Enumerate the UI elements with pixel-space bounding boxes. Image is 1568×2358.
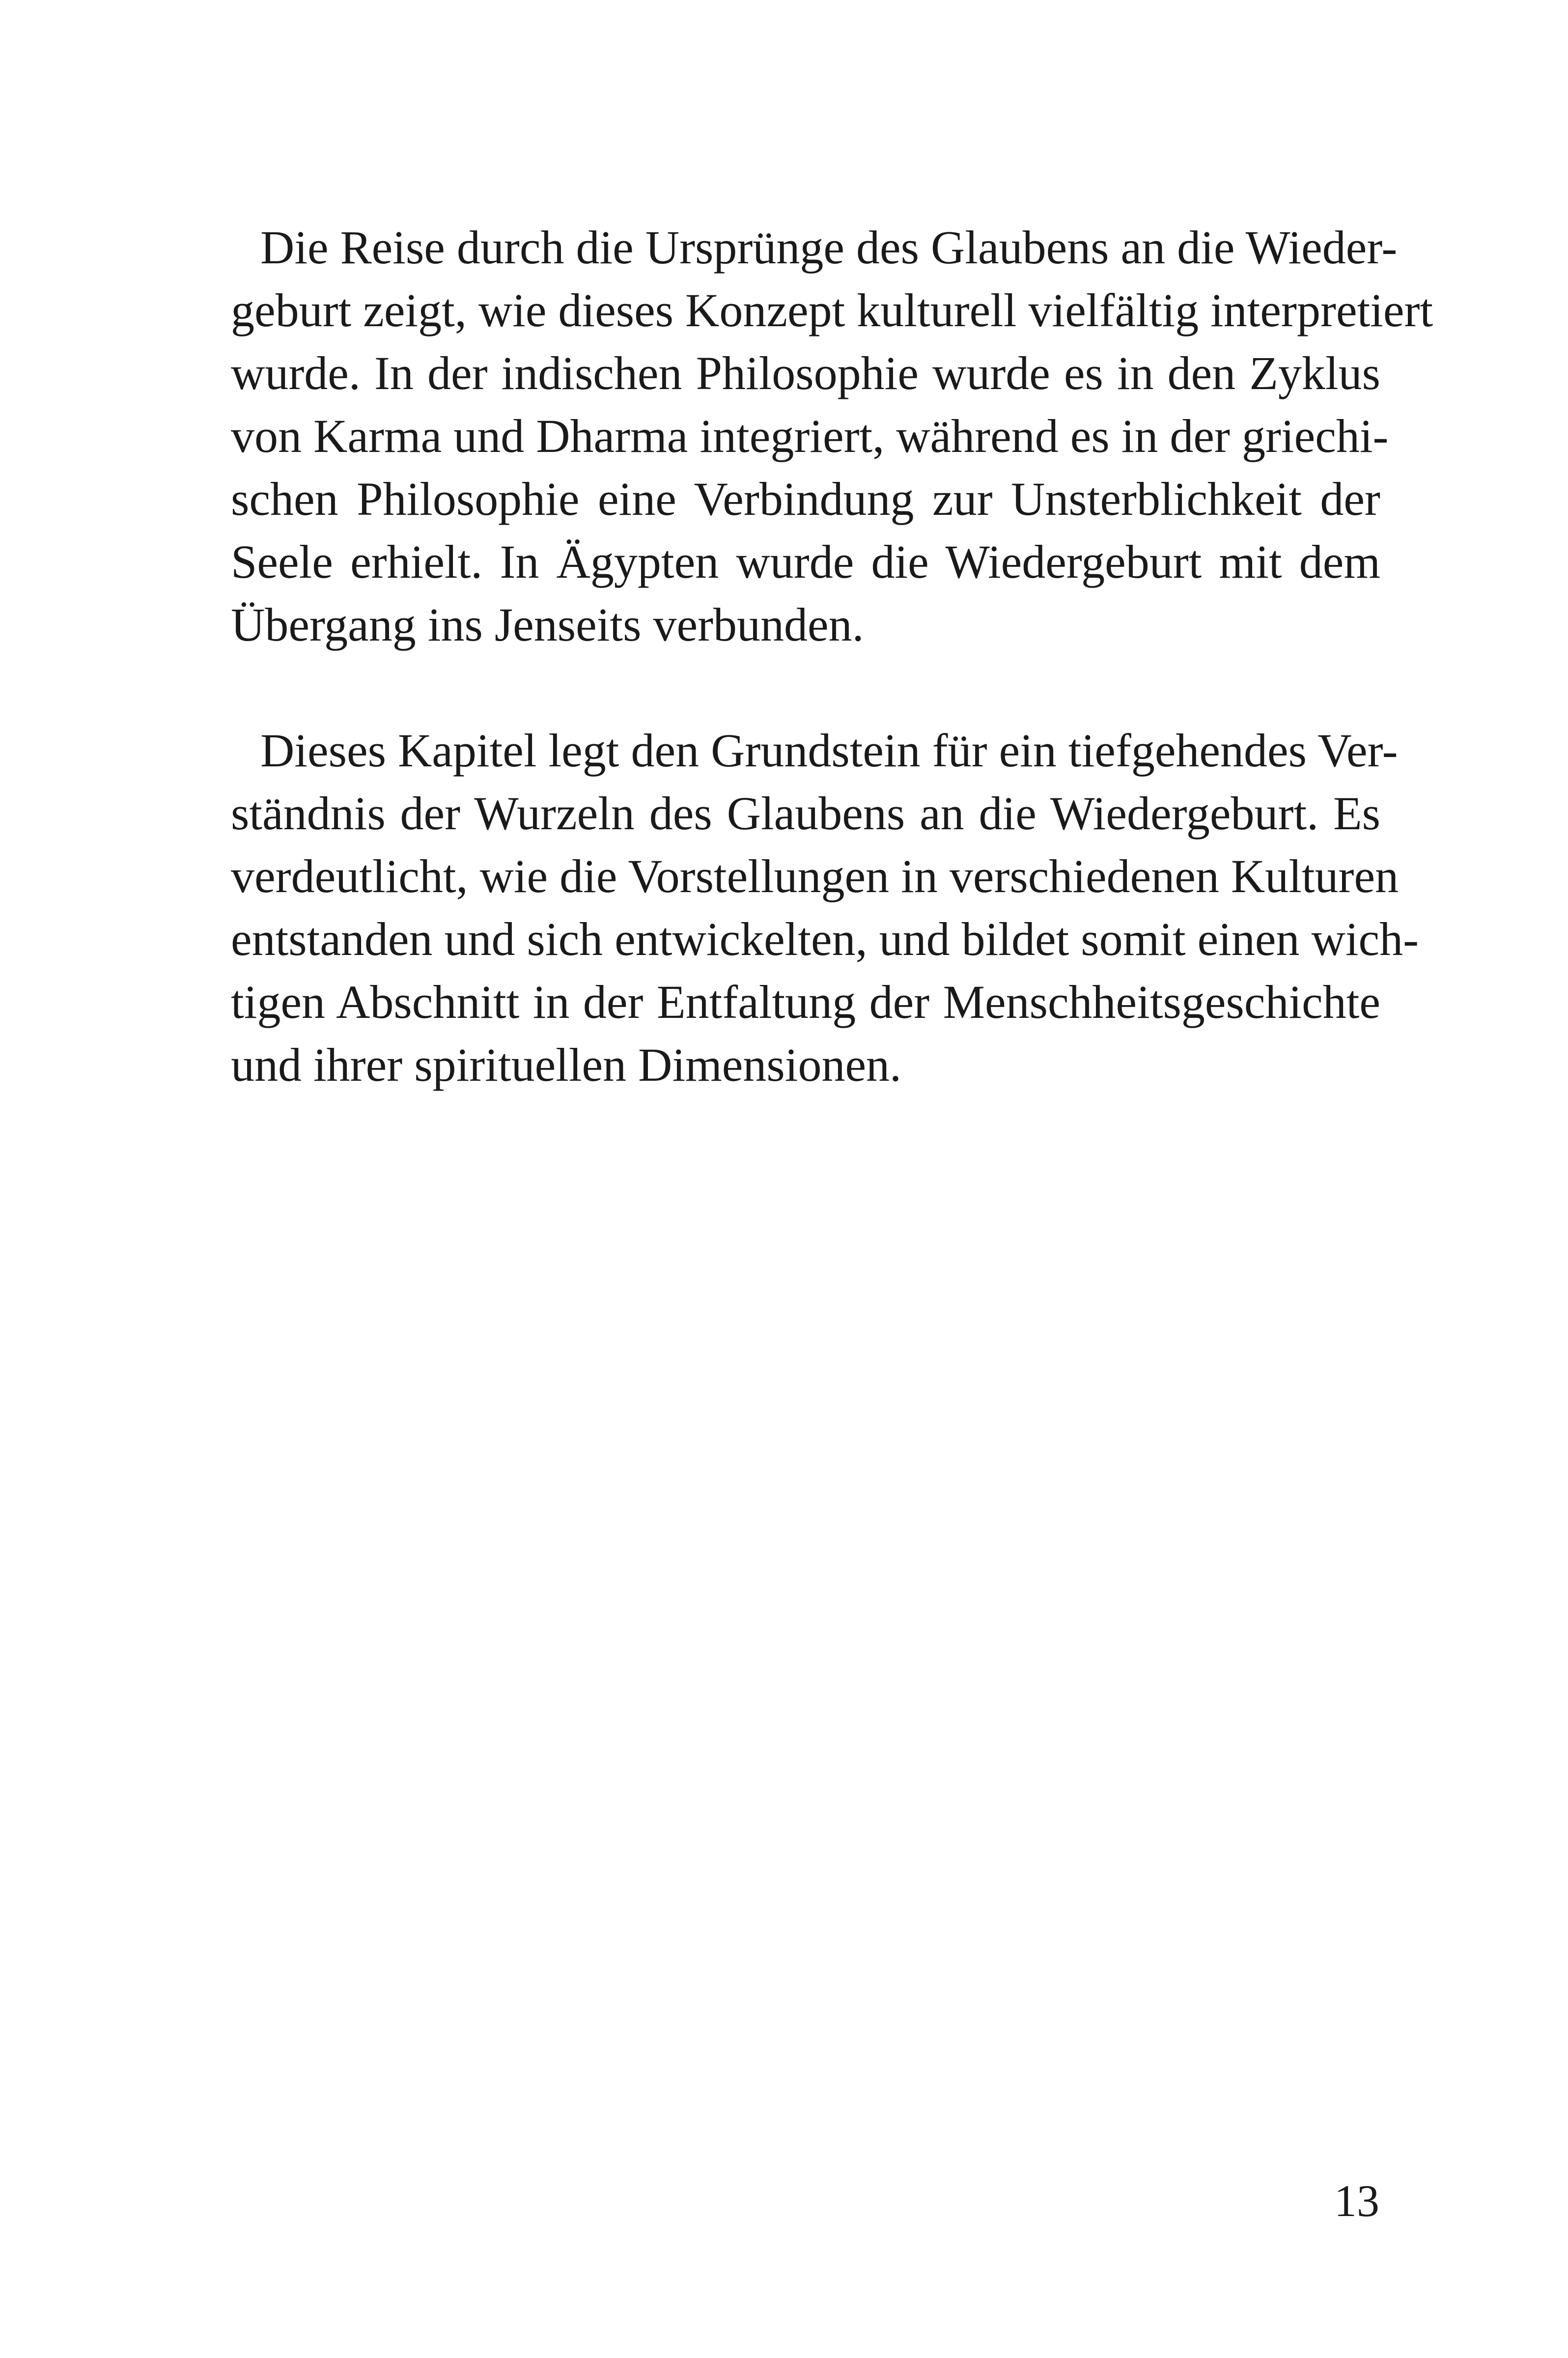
text-line: geburt zeigt, wie dieses Konzept kulturell vielfältig interpretiert [231, 284, 1433, 337]
text-line: entstanden und sich entwickelten, und bildet somit einen wich- [231, 913, 1419, 965]
text-line: verdeutlicht, wie die Vorstellungen in verschiedenen Kulturen [231, 850, 1399, 902]
text-line: Die Reise durch die Ursprünge des Glaubens an die Wieder- [260, 221, 1398, 274]
text-line: wurde. In der indischen Philosophie wurde es in den Zyklus [231, 347, 1380, 399]
page-number: 13 [1334, 2176, 1379, 2226]
paragraph-1 [231, 216, 1433, 656]
text-line: von Karma und Dharma integriert, während es in der griechi- [231, 410, 1389, 462]
text-line: und ihrer spirituellen Dimensionen. [231, 1039, 902, 1091]
paragraph-2 [231, 719, 1419, 1096]
text-line: Übergang ins Jenseits verbunden. [231, 598, 864, 651]
text-line: Dieses Kapitel legt den Grundstein für ein tiefgehendes Ver- [260, 724, 1398, 777]
text-line: tigen Abschnitt in der Entfaltung der Menschheitsgeschichte [231, 976, 1380, 1028]
text-line: Seele erhielt. In Ägypten wurde die Wiedergeburt mit dem [231, 535, 1380, 588]
text-line: schen Philosophie eine Verbindung zur Unsterblichkeit der [231, 473, 1380, 525]
body-text [231, 216, 1433, 1096]
text-line: ständnis der Wurzeln des Glaubens an die Wiedergeburt. Es [231, 787, 1380, 840]
